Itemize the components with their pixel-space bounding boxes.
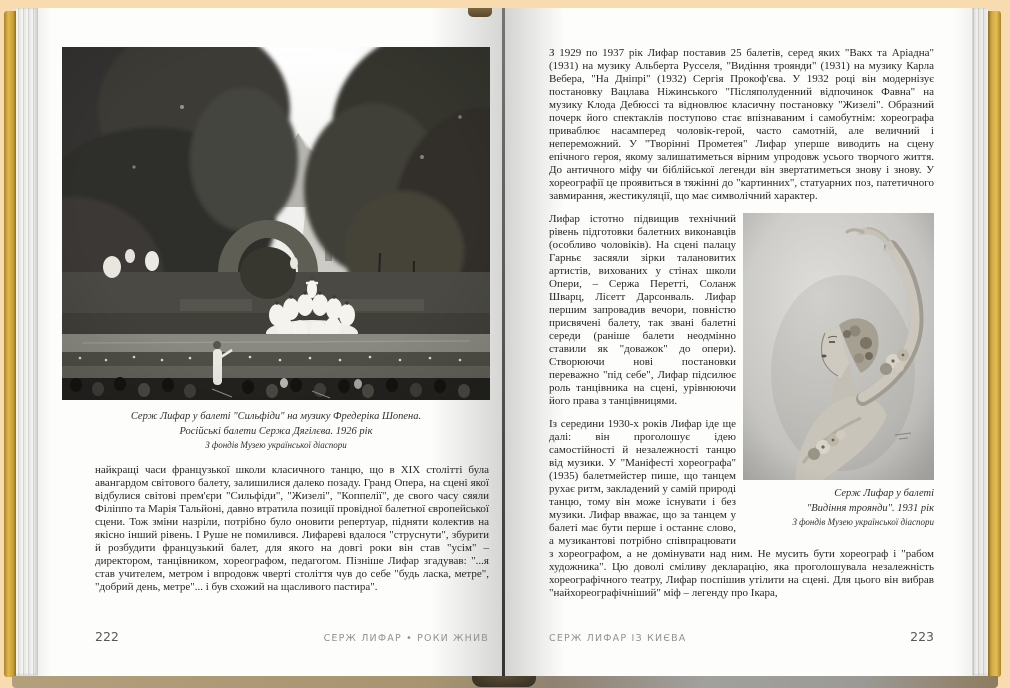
page-right <box>504 8 972 676</box>
lifar-portrait-photo <box>743 213 934 480</box>
left-caption-line2: Російські балети Сержа Дягілєва. 1926 рік <box>179 426 373 437</box>
spine-bottom-notch <box>472 676 536 687</box>
left-page-footer <box>38 629 504 644</box>
page-left <box>38 8 504 676</box>
right-caption-line2: "Видіння троянди". 1931 рік <box>806 503 934 514</box>
right-body-paragraph-1: З 1929 по 1937 рік Лифар поставив 25 балетів, серед яких "Вакх та Аріадна" (1931) на музику Альберта Русселя, "Видіння троянди" (1931) на музику Карла Вебера, "На Дніпрі" (1932) Сергія Прокоф'єва. У 1932 році він модернізує постановку Вацлава Ніжинського "Післяполуденний відпочинок Фавна" на музику Клода Дебюссі та відновлює класичну постановку "Жизелі". Образний почерк його спектаклів поступово стає впізнаваним і самобутнім: хореографа приваблює насамперед чоловік-герой, часто самотній, але величний і непереможний. У "Творінні Прометея" Лифар уперше виводить на сцену епічного героя, якому залишатиметься вірним упродовж усього творчого життя. До античного міфу чи біблійської легенди він звертатиметься знову і знову. У хореографії це проявиться в тяжінні до "картинних", статуарних поз, патетичного завмирання, жестикуляції, що має символічний характер. <box>549 47 934 202</box>
right-page-number: 223 <box>910 629 934 644</box>
right-running-title: СЕРЖ ЛИФАР ІЗ КИЄВА <box>549 633 687 644</box>
left-photo-caption <box>62 409 490 452</box>
stage-performance-photo-art <box>62 47 490 400</box>
book-cover-edge-right <box>988 11 1001 677</box>
left-body-paragraph: найкращі часи французької школи класичного танцю, що в XIX столітті була авангардом світового балету, залишилися далеко позаду. Гранд Опера, на сцені якої відбулися світові прем'єри "Сильфіди", "Жизелі", "Коппелії", де свого часу сяяли Філіппо та Марія Тальйоні, давно втратила позиції провідної балетної європейської сцени. Тож зміни назріли, потрібно було оновити репертуар, підняти колектив на якісно інший рівень. І Руше не помилився. Лифареві вдалося "струснути", збурити й розбудити французький балет, для якого на довгі роки він став "усім" – директором, танцівником, хореографом, педагогом. Пізніше Лифар згадував: "...я став учителем, метром і впродовж чверті століття чув до себе "будь ласка, метре", "добрий день, метре"... і був схожий на щасливого пастира". <box>95 464 489 593</box>
spine-top-notch <box>468 8 492 17</box>
right-caption-line1: Серж Лифар у балеті <box>834 488 934 499</box>
right-page-body <box>549 47 934 625</box>
left-caption-line1: Серж Лифар у балеті "Сильфіди" на музику Фредеріка Шопена. <box>130 411 422 422</box>
left-caption-line3: З фондів Музею української діаспори <box>205 440 347 450</box>
left-running-title: СЕРЖ ЛИФАР • РОКИ ЖНИВ <box>323 633 489 644</box>
page-stack-right <box>971 8 988 675</box>
right-body-paragraph-3: Із середини 1930-х років Лифар іде ще далі: він проголошує ідею самостійності й незалежності танцю від музики. У "Маніфесті хореографа" (1935) балетмейстер пише, що танцем рухає ритм, закладений у самій природі танцю, тому він може існувати і без музики. Лифар вважає, що за танцем у балеті має бути перше і останнє слово, а музикантові потрібно співпрацювати з хореографом, а не домінувати над ним. Не мусить бути хореограф і "рабом художника". Цю доволі сміливу декларацію, яка проголошувала незалежність хореографічного театру, Лифар поспішив утілити на сцені. Для цього він вибрав "найхореографічніший" міф – легенду про Ікара, <box>549 418 934 599</box>
right-photo-caption <box>743 486 934 529</box>
book-cover-edge-left <box>4 11 16 677</box>
right-body-paragraph-2: Лифар істотно підвищив технічний рівень підготовки балетних виконавців (особливо чоловіків). На сцені палацу Гарньє засяяли зірки талановитих артистів, вихованих у стінах школи Опери, – Сержа Перетті, Соланж Шварц, Лісетт Дарсонваль. Лифар першим запровадив вечори, повністю присвячені балету, так звані балетні середи (раніше балети неодмінно ставили як "доважок" до опери). Створюючи нові постановки переважно "під себе", Лифар підсилює роль танцівника на сцені, урівнюючи його права з танцівницями. <box>549 213 736 407</box>
right-page-footer <box>504 629 972 644</box>
left-page-number: 222 <box>95 629 119 644</box>
stage-performance-photo <box>62 47 490 400</box>
right-caption-line3: З фондів Музею української діаспори <box>792 517 934 527</box>
left-page-body <box>95 464 489 604</box>
lifar-portrait-figure <box>743 213 934 529</box>
page-stack-left <box>16 8 38 675</box>
book-spine <box>502 8 505 676</box>
